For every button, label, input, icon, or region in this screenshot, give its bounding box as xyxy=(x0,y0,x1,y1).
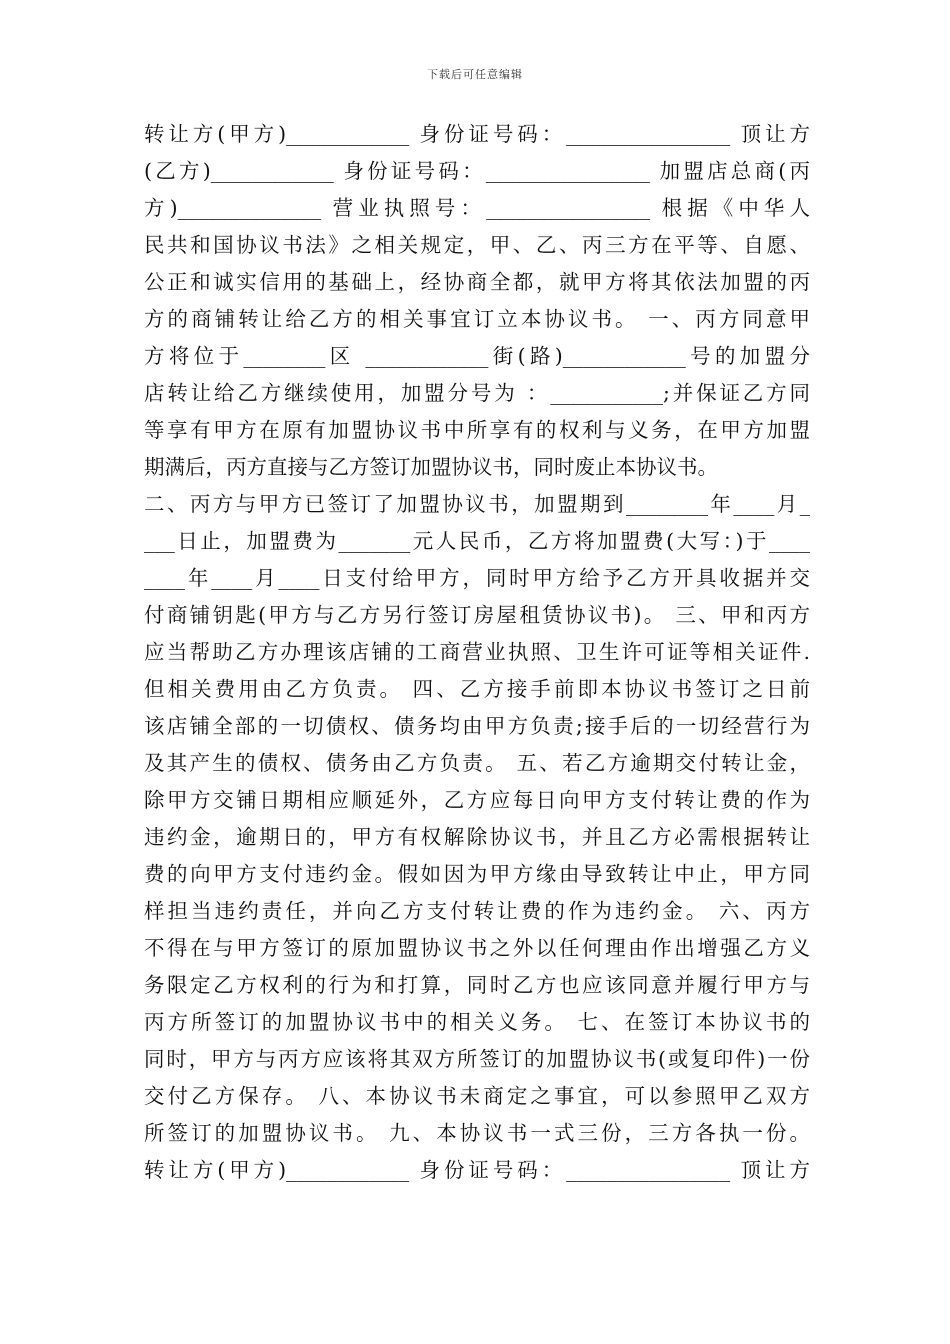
text-line: 但相关费用由乙方负责。 四、乙方接手前即本协议书签订之日前 xyxy=(144,677,810,701)
text-line: 等享有甲方在原有加盟协议书中所享有的权利与义务，在甲方加盟 xyxy=(144,418,810,442)
text-line: ___日止，加盟费为_______元人民币，乙方将加盟费(大写：)于____ xyxy=(144,529,810,553)
text-line: 同时，甲方与丙方应该将其双方所签订的加盟协议书(或复印件)一份 xyxy=(144,1047,810,1071)
text-line: ____年____月____日支付给甲方，同时甲方给予乙方开具收据并交 xyxy=(144,566,810,590)
text-line: 民共和国协议书法》之相关规定，甲、乙、丙三方在平等、自愿、 xyxy=(144,233,810,257)
text-line: 付商铺钥匙(甲方与乙方另行签订房屋租赁协议书)。 三、甲和丙方 xyxy=(144,603,810,627)
document-body xyxy=(144,116,810,1189)
text-line: 丙方所签订的加盟协议书中的相关义务。 七、在签订本协议书的 xyxy=(144,1010,810,1034)
text-line: 样担当违约责任，并向乙方支付转让费的作为违约金。 六、丙方 xyxy=(144,899,810,923)
text-line: 除甲方交铺日期相应顺延外，乙方应每日向甲方支付转让费的作为 xyxy=(144,788,810,812)
text-line: 务限定乙方权利的行为和打算，同时乙方也应该同意并履行甲方与 xyxy=(144,973,810,997)
text-line: (乙方)____________ 身份证号码：________________ 加盟店总商(丙 xyxy=(144,159,810,183)
text-line: 不得在与甲方签订的原加盟协议书之外以任何理由作出增强乙方义 xyxy=(144,936,810,960)
text-line: 应当帮助乙方办理该店铺的工商营业执照、卫生许可证等相关证件. xyxy=(144,640,810,664)
text-line: 店转让给乙方继续使用，加盟分号为 ：___________;并保证乙方同 xyxy=(144,381,810,405)
text-line: 转让方(甲方)____________ 身份证号码：________________ 顶让方 xyxy=(144,122,810,146)
text-line: 方将位于________区 ____________街(路)____________号的加盟分 xyxy=(144,344,810,368)
text-line: 方)______________ 营业执照号：________________ 根据《中华人 xyxy=(144,196,810,220)
page-header-note: 下载后可任意编辑 xyxy=(427,68,523,81)
text-line: 二、丙方与甲方已签订了加盟协议书，加盟期到________年____月_ xyxy=(144,492,810,516)
text-line: 费的向甲方支付违约金。假如因为甲方缘由导致转让中止，甲方同 xyxy=(144,862,810,886)
text-line: 及其产生的债权、债务由乙方负责。 五、若乙方逾期交付转让金， xyxy=(144,751,810,775)
text-line: 方的商铺转让给乙方的相关事宜订立本协议书。 一、丙方同意甲 xyxy=(144,307,810,331)
text-line: 所签订的加盟协议书。 九、本协议书一式三份，三方各执一份。 xyxy=(144,1121,810,1145)
text-line: 转让方(甲方)____________ 身份证号码：________________ 顶让方 xyxy=(144,1158,810,1182)
text-line: 违约金，逾期日的，甲方有权解除协议书，并且乙方必需根据转让 xyxy=(144,825,810,849)
text-line: 期满后，丙方直接与乙方签订加盟协议书，同时废止本协议书。 xyxy=(144,455,718,479)
text-line: 该店铺全部的一切债权、债务均由甲方负责;接手后的一切经营行为 xyxy=(144,714,810,738)
text-line: 公正和诚实信用的基础上，经协商全都，就甲方将其依法加盟的丙 xyxy=(144,270,810,294)
text-line: 交付乙方保存。 八、本协议书未商定之事宜，可以参照甲乙双方 xyxy=(144,1084,810,1108)
